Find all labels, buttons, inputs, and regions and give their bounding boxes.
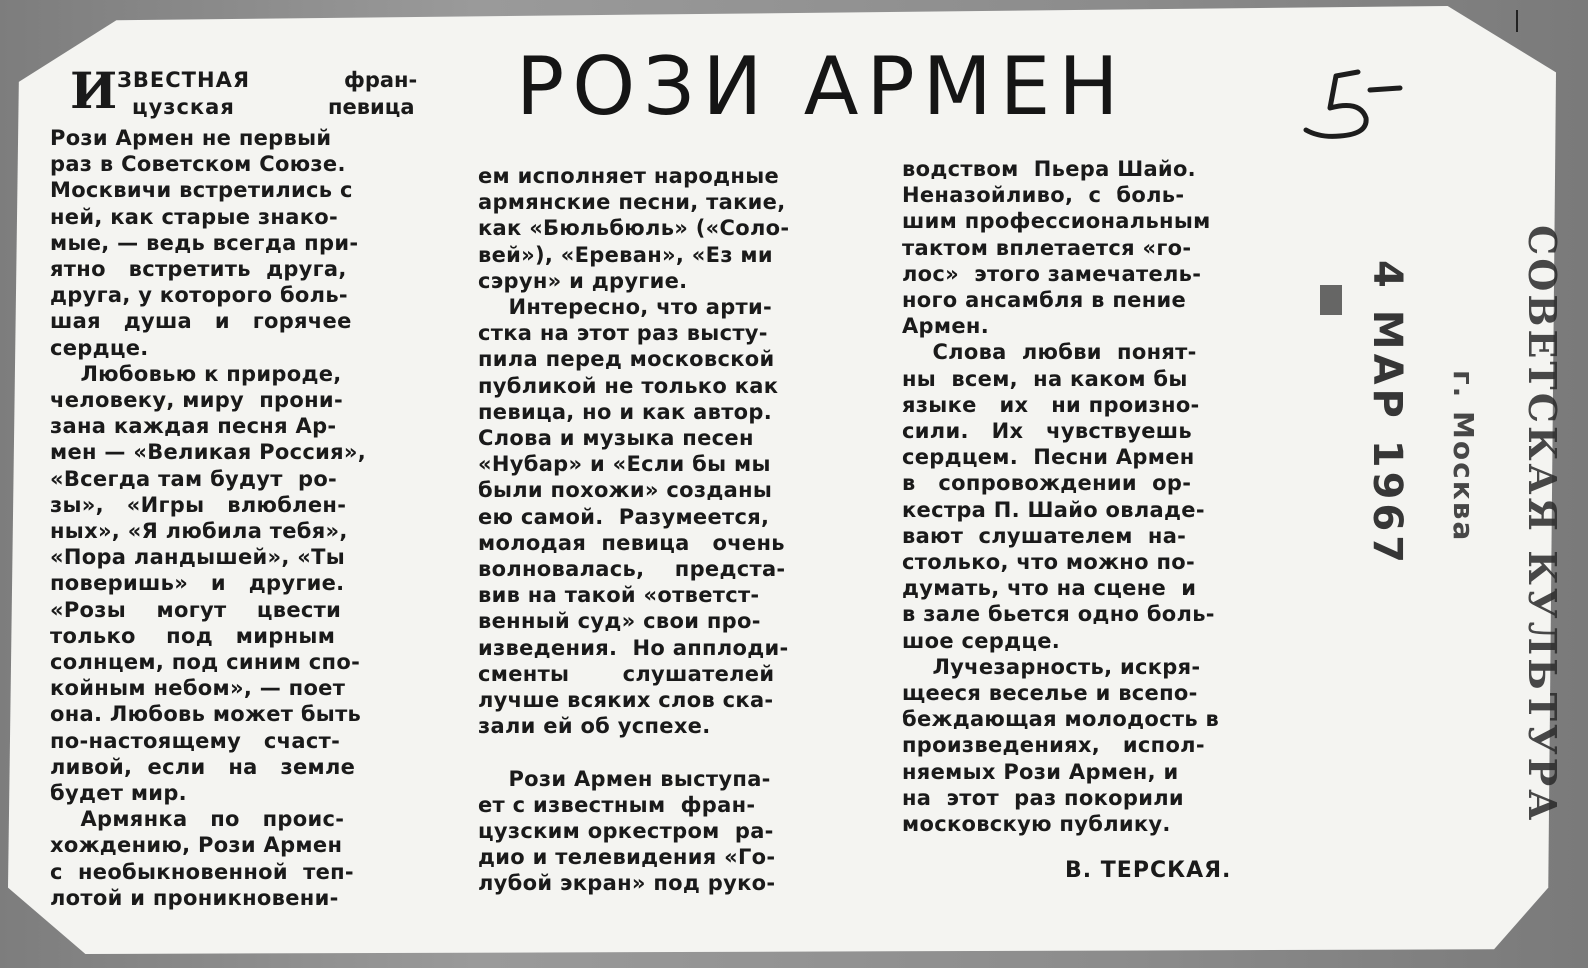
lead-line-1-end: фран-: [344, 68, 418, 92]
lead-line-2: цузская: [132, 95, 235, 119]
lead-line-1: ЗВЕСТНАЯ: [117, 68, 251, 92]
date-stamp: 4 МАР 1967: [1364, 260, 1410, 568]
stamp-marker: [1320, 285, 1342, 315]
article-column-2: ем исполняет народные армянские песни, такие, как «Бюльбюль» («Соло- вей»), «Ереван», «Ез ми сэрун» и другие. Интересно, что арти- стка на этот раз высту- пила перед московской публикой не только как певица, но и как автор. Слова и музыка песен «Нубар» и «Если бы мы были похожи» созданы ею самой. Разумеется, молодая певица очень волновалась, предста- вив на такой «ответст- венный суд» свои про- изведения. Но апплоди- сменты слушателей лучше всяких слов ска- зали ей об успехе. Рози Армен выступа- ет с известным фран- цузским оркестром ра- дио и телевидения «Го- лубой экран» под руко-: [478, 164, 790, 896]
lead-line-2-end: певица: [328, 95, 415, 119]
pencil-number-mark: [1300, 60, 1410, 150]
city-stamp: г. Москва: [1447, 370, 1480, 543]
author-byline: В. ТЕРСКАЯ.: [1065, 858, 1232, 883]
corner-mark: [1516, 10, 1518, 32]
article-headline: РОЗИ АРМЕН: [516, 40, 1127, 133]
article-column-1: Рози Армен не первый раз в Советском Союзе. Москвичи встретились с ней, как старые знако- мые, — ведь всегда при- ятно встретить друга, друга, у которого боль- шая душа и горячее сердце. Любовью к природе, человеку, миру прони- зана каждая песня Ар- мен — «Великая Россия», «Всегда там будут ро- зы», «Игры влюблен- ных», «Я любила тебя», «Пора ландышей», «Ты поверишь» и другие. «Розы могут цвести только под мирным солнцем, под синим спо- койным небом», — поет она. Любовь может быть по-настоящему счаст- ливой, если на земле будет мир. Армянка по проис- хождению, Рози Армен с необыкновенной теп- лотой и проникновени-: [50, 126, 367, 910]
article-column-3: водством Пьера Шайо. Неназойливо, с боль- шим профессиональным тактом вплетается «го- лос» этого замечатель- ного ансамбля в пение Армен. Слова любви понят- ны всем, на каком бы языке их ни произно- сили. Их чувствуешь сердцем. Песни Армен в сопровождении ор- кестра П. Шайо овладе- вают слушателем на- столько, что можно по- думать, что на сцене и в зале бьется одно боль- шое сердце. Лучезарность, искря- щееся веселье и всепо- беждающая молодость в произведениях, испол- няемых Рози Армен, и на этот раз покорили московскую публику.: [902, 157, 1220, 837]
drop-cap: И: [70, 61, 118, 120]
newspaper-name-stamp: СОВЕТСКАЯ КУЛЬТУРА: [1520, 225, 1565, 824]
